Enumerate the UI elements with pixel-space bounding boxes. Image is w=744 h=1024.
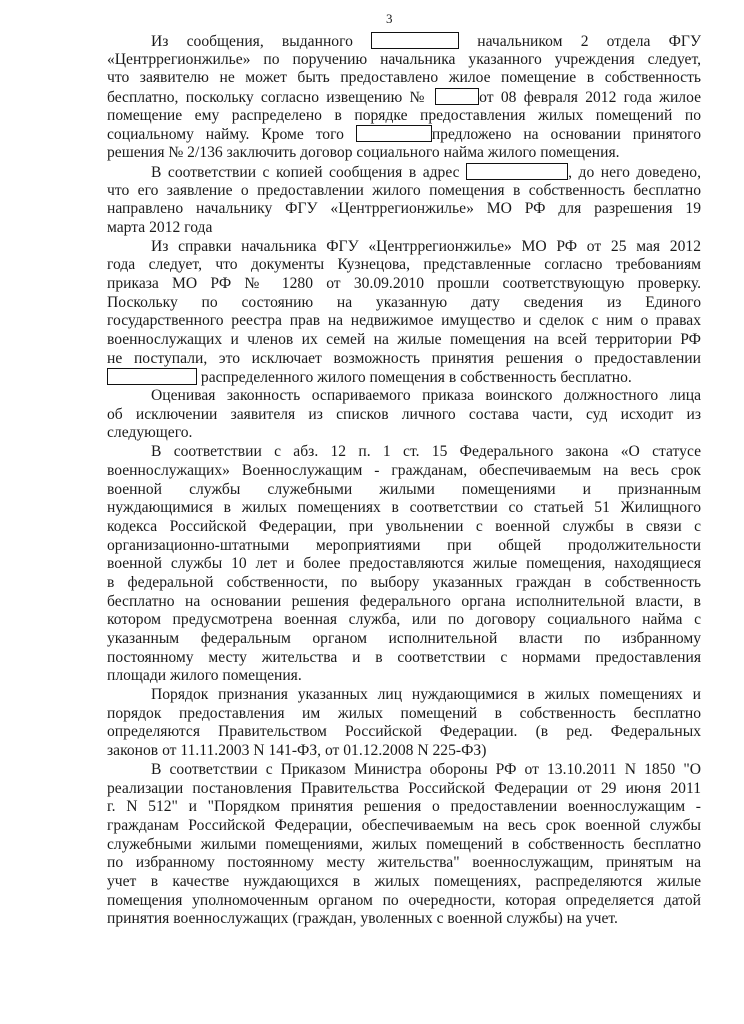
text-line (107, 182, 701, 201)
text-line (107, 88, 701, 107)
text-segment: об исключении заявителя из списков личного состава части, суд исходит из (107, 405, 701, 423)
paragraph (107, 686, 701, 761)
text-line (107, 611, 701, 630)
text-line (107, 238, 701, 257)
redaction-box (435, 88, 479, 105)
text-segment: Оценивая законность оспариваемого приказа воинского должностного лица (151, 387, 701, 405)
text-segment: кодекса Российской Федерации, при увольнении с военной службы в связи с (107, 517, 701, 535)
text-line (107, 312, 701, 331)
text-segment: указанным федеральным органом исполнительной власти по избранному (107, 630, 701, 647)
text-segment: помещение ему распределено в порядке предоставления жилых помещений по (107, 106, 701, 124)
text-line (107, 705, 701, 724)
redaction-box (356, 125, 432, 142)
text-segment: что заявителю не может быть предоставлено жилое помещение в собственность (107, 69, 701, 87)
text-line (107, 331, 701, 350)
text-segment: служебными жилыми помещениями, жилых помещений в собственность бесплатно (107, 835, 701, 853)
text-line (107, 350, 701, 369)
text-line (107, 481, 701, 500)
paragraph (107, 163, 701, 238)
text-line (107, 836, 701, 855)
text-segment: приказа МО РФ № 1280 от 30.09.2010 прошли соответствующую проверку. (107, 274, 701, 292)
text-segment: распределенного жилого помещения в собственность бесплатно. (197, 369, 632, 387)
text-line (107, 649, 701, 668)
text-segment: военной службы 10 лет и более предоставляются жилые помещения, находящиеся (107, 555, 701, 573)
text-segment: государственного реестра прав на недвижимое имущество и сделок с ним о правах (107, 312, 701, 330)
text-line (107, 163, 701, 182)
text-line (107, 817, 701, 836)
text-segment: в федеральной собственности, по выбору указанных граждан в собственность (107, 573, 701, 591)
text-segment: организационно-штатными мероприятиями при общей продолжительности (107, 536, 701, 554)
page-number: 3 (386, 11, 393, 26)
text-line (107, 294, 701, 313)
text-line (107, 499, 701, 518)
text-line (107, 574, 701, 593)
text-line (107, 424, 701, 443)
text-line (107, 32, 701, 51)
text-segment: Порядок признания указанных лиц нуждающимися в жилых помещениях и (151, 686, 701, 704)
document-body (107, 32, 701, 929)
text-line (107, 368, 701, 387)
text-line (107, 443, 701, 462)
text-segment: направлено начальнику ФГУ «Центррегионжилье» МО РФ для разрешения 19 (107, 200, 701, 218)
text-line (107, 387, 701, 406)
text-segment: г. N 512" и "Порядком принятия решения о предоставлении военнослужащим - (107, 798, 701, 816)
text-segment: бесплатно, поскольку согласно извещению № (107, 89, 436, 107)
text-segment: не поступали, это исключает возможность принятия решения о предоставлении (107, 349, 701, 367)
text-segment: нуждающимися в жилых помещениях в соответствии со статьей 51 Жилищного (107, 499, 701, 517)
paragraph (107, 387, 701, 443)
text-line (107, 275, 701, 294)
text-segment: В соответствии с копией сообщения в адрес (151, 163, 467, 181)
text-segment: Из сообщения, выданного (151, 33, 372, 50)
text-segment: бесплатно на основании решения федерального органа исполнительной власти, в (107, 592, 701, 610)
text-line (107, 406, 701, 425)
text-segment: законов от 11.11.2003 N 141-ФЗ, от 01.12.2008 N 225-ФЗ) (107, 742, 487, 760)
text-line (107, 219, 701, 238)
text-line (107, 723, 701, 742)
text-line (107, 630, 701, 649)
text-segment: порядок предоставления им жилых помещений в собственность бесплатно (107, 704, 701, 722)
redaction-box (466, 163, 568, 180)
text-line (107, 761, 701, 780)
text-segment: учет в качестве нуждающихся в жилых помещениях, распределяются жилые (107, 872, 701, 890)
text-segment: гражданам Российской Федерации, обеспечиваемым на весь срок военной службы (107, 816, 701, 834)
text-line (107, 537, 701, 556)
text-segment: В соответствии с абз. 12 п. 1 ст. 15 Федерального закона «О статусе (151, 443, 701, 461)
text-segment: начальником 2 отдела ФГУ (459, 33, 701, 50)
text-line (107, 144, 701, 163)
text-line (107, 854, 701, 873)
redaction-box (371, 32, 459, 49)
paragraph (107, 443, 701, 686)
text-segment: Поскольку по состоянию на указанную дату сведения из Единого (107, 293, 701, 311)
text-line (107, 200, 701, 219)
text-segment: В соответствии с Приказом Министра обороны РФ от 13.10.2011 N 1850 "О (151, 760, 701, 778)
text-segment: котором предусмотрена военная служба, или по договору социального найма с (107, 611, 701, 629)
text-segment: предложено на основании принятого (431, 126, 701, 144)
text-line (107, 555, 701, 574)
text-line (107, 51, 701, 70)
text-segment: , до него доведено, (568, 163, 702, 181)
text-segment: военнослужащих и членов их семей на жилые помещения на всей территории РФ (107, 331, 701, 348)
text-line (107, 798, 701, 817)
text-segment: года следует, что документы Кузнецова, представленные согласно требованиям (107, 256, 701, 274)
text-line (107, 69, 701, 88)
paragraph (107, 32, 701, 163)
text-segment: «Центррегионжилье» по поручению начальника указанного учреждения следует, (107, 50, 701, 68)
text-segment: от 08 февраля 2012 года жилое (479, 89, 701, 107)
text-line (107, 667, 701, 686)
text-line (107, 873, 701, 892)
text-segment: решения № 2/136 заключить договор социального найма жилого помещения. (107, 144, 620, 162)
text-segment: марта 2012 года (107, 218, 213, 236)
paragraph (107, 238, 701, 388)
text-line (107, 518, 701, 537)
text-segment: военнослужащих» Военнослужащим - гражданам, обеспечиваемым на весь срок (107, 461, 701, 479)
text-segment: Из справки начальника ФГУ «Центррегионжилье» МО РФ от 25 мая 2012 (151, 237, 701, 255)
text-segment: постоянному месту жительства и в соответствии с нормами предоставления (107, 648, 701, 666)
text-segment: реализации постановления Правительства Российской Федерации от 29 июня 2011 (107, 779, 701, 797)
text-segment: военной службы служебными жилыми помещениями и признанным (107, 480, 701, 498)
text-segment: социальному найму. Кроме того (107, 126, 356, 144)
paragraph (107, 761, 701, 929)
text-segment: что его заявление о предоставлении жилого помещения в собственность бесплатно (107, 181, 701, 199)
text-line (107, 780, 701, 799)
text-line (107, 256, 701, 275)
text-line (107, 462, 701, 481)
text-segment: определяются Правительством Российской Федерации. (в ред. Федеральных (107, 723, 701, 741)
text-line (107, 686, 701, 705)
text-line (107, 125, 701, 144)
text-line (107, 910, 701, 929)
text-line (107, 892, 701, 911)
redaction-box (107, 368, 197, 385)
text-line (107, 742, 701, 761)
text-segment: принятия военнослужащих (граждан, уволенных с военной службы) на учет. (107, 910, 618, 928)
text-segment: следующего. (107, 424, 193, 442)
text-line (107, 593, 701, 612)
text-segment: помещения уполномоченным органом по очередности, которая определяется датой (107, 891, 701, 909)
text-segment: площади жилого помещения. (107, 667, 302, 685)
text-segment: по избранному постоянному месту жительства" военнослужащим, принятым на (107, 854, 701, 872)
text-line (107, 107, 701, 126)
